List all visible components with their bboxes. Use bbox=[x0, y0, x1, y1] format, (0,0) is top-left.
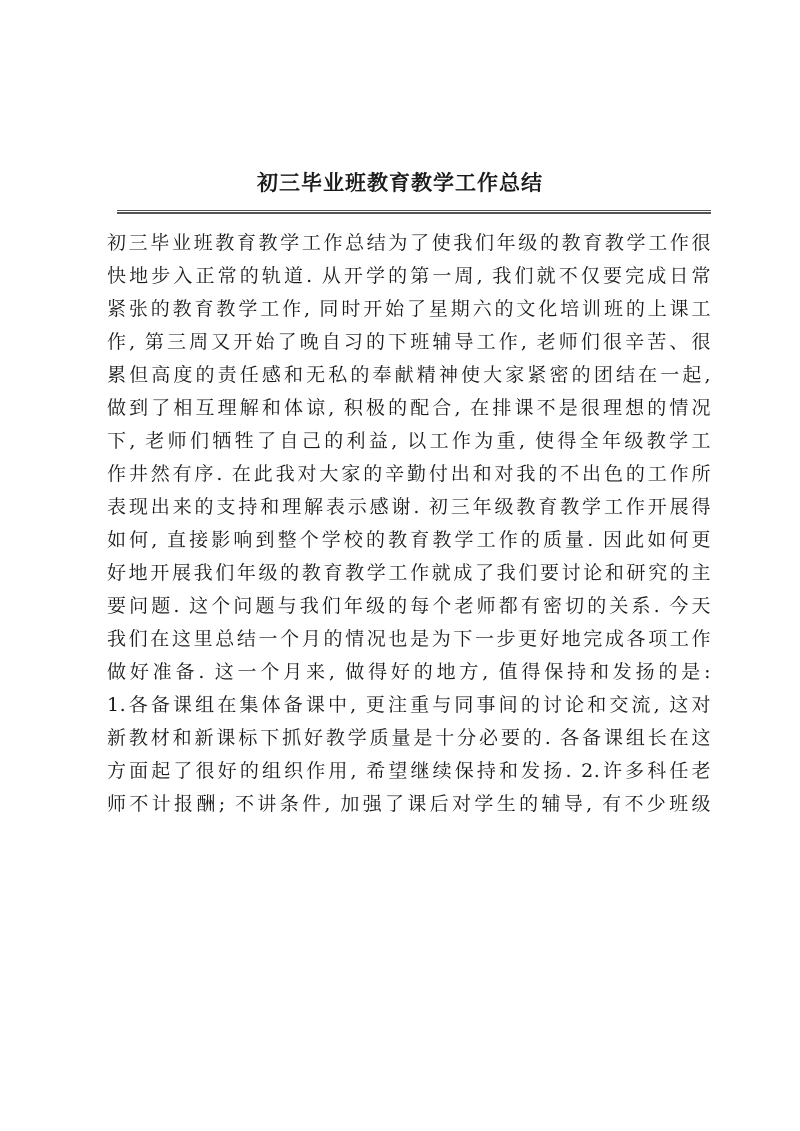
body-line: 做到了相互理解和体谅, 积极的配合, 在排课不是很理想的情况 bbox=[107, 397, 711, 419]
body-line: 作井然有序. 在此我对大家的辛勤付出和对我的不出色的工作所 bbox=[107, 463, 711, 485]
body-line: 作, 第三周又开始了晚自习的下班辅导工作, 老师们很辛苦、很 bbox=[107, 331, 711, 353]
body-line: 方面起了很好的组织作用, 希望继续保持和发扬. 2.许多科任老 bbox=[107, 760, 711, 782]
body-line: 如何, 直接影响到整个学校的教育教学工作的质量. 因此如何更 bbox=[107, 529, 711, 551]
body-line: 要问题. 这个问题与我们年级的每个老师都有密切的关系. 今天 bbox=[107, 595, 711, 617]
body-line: 1.各备课组在集体备课中, 更注重与同事间的讨论和交流, 这对 bbox=[107, 694, 711, 716]
body-line: 表现出来的支持和理解表示感谢. 初三年级教育教学工作开展得 bbox=[107, 496, 711, 518]
body-line: 紧张的教育教学工作, 同时开始了星期六的文化培训班的上课工 bbox=[107, 298, 711, 320]
body-line: 累但高度的责任感和无私的奉献精神使大家紧密的团结在一起, bbox=[107, 364, 711, 386]
body-line: 下, 老师们牺牲了自己的利益, 以工作为重, 使得全年级教学工 bbox=[107, 430, 711, 452]
body-line: 新教材和新课标下抓好教学质量是十分必要的. 各备课组长在这 bbox=[107, 727, 711, 749]
body-line: 好地开展我们年级的教育教学工作就成了我们要讨论和研究的主 bbox=[107, 562, 711, 584]
body-line: 我们在这里总结一个月的情况也是为下一步更好地完成各项工作 bbox=[107, 628, 711, 650]
body-line: 做好准备. 这一个月来, 做得好的地方, 值得保持和发扬的是: bbox=[107, 661, 711, 683]
document-body bbox=[107, 227, 711, 821]
document-title: 初三毕业班教育教学工作总结 bbox=[257, 170, 543, 195]
title-divider bbox=[117, 210, 711, 214]
body-line: 师不计报酬; 不讲条件, 加强了课后对学生的辅导, 有不少班级 bbox=[107, 793, 711, 815]
body-line: 快地步入正常的轨道. 从开学的第一周, 我们就不仅要完成日常 bbox=[107, 265, 711, 287]
body-line: 初三毕业班教育教学工作总结为了使我们年级的教育教学工作很 bbox=[107, 232, 711, 254]
